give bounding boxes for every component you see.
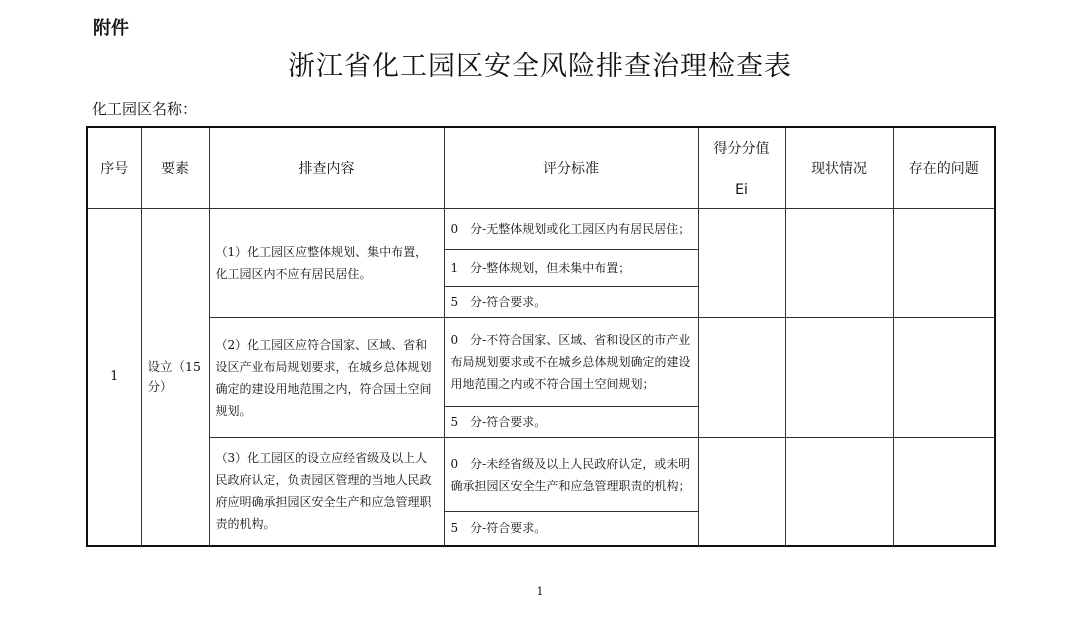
- document-title: 浙江省化工园区安全风险排查治理检查表: [288, 51, 792, 82]
- row-element: 设立（15分）: [141, 209, 209, 546]
- score-cell-3: [698, 438, 785, 546]
- row-index: 1: [87, 209, 141, 546]
- col-header-status: 现状情况: [785, 127, 893, 209]
- table-row: [87, 209, 995, 250]
- content-item-2: （2）化工园区应符合国家、区域、省和设区产业布局规划要求，在城乡总体规划确定的建设用地范围之内，符合国土空间规划。: [209, 318, 444, 438]
- col-header-issues: 存在的问题: [893, 127, 995, 209]
- score-header-ei: Ei: [735, 182, 748, 198]
- issues-cell-2: [893, 318, 995, 438]
- park-name-label: 化工园区名称：: [92, 100, 198, 118]
- criteria-3-1: 0 分-未经省级及以上人民政府认定，或未明确承担园区安全生产和应急管理职责的机构；: [444, 438, 698, 512]
- issues-cell-3: [893, 438, 995, 546]
- attachment-label: 附件: [93, 18, 129, 39]
- score-cell-2: [698, 318, 785, 438]
- status-cell-1: [785, 209, 893, 318]
- score-header-label: 得分分值: [713, 141, 770, 157]
- col-header-element: 要素: [141, 127, 209, 209]
- status-cell-3: [785, 438, 893, 546]
- col-header-index: 序号: [87, 127, 141, 209]
- col-header-score: [698, 127, 785, 209]
- table-row: [87, 318, 995, 407]
- content-item-1: （1）化工园区应整体规划、集中布置，化工园区内不应有居民居住。: [209, 209, 444, 318]
- table-header-row: [87, 127, 995, 209]
- criteria-2-1: 0 分-不符合国家、区域、省和设区的市产业布局规划要求或不在城乡总体规划确定的建设用地范围之内或不符合国土空间规划；: [444, 318, 698, 407]
- table-row: [87, 438, 995, 512]
- col-header-content: 排查内容: [209, 127, 444, 209]
- col-header-criteria: 评分标准: [444, 127, 698, 209]
- criteria-1-3: 5 分-符合要求。: [444, 287, 698, 318]
- page-number: 1: [536, 585, 544, 598]
- status-cell-2: [785, 318, 893, 438]
- criteria-3-2: 5 分-符合要求。: [444, 512, 698, 546]
- inspection-table: [86, 126, 996, 547]
- criteria-1-1: 0 分-无整体规划或化工园区内有居民居住；: [444, 209, 698, 250]
- score-cell-1: [698, 209, 785, 318]
- issues-cell-1: [893, 209, 995, 318]
- content-item-3: （3）化工园区的设立应经省级及以上人民政府认定，负责园区管理的当地人民政府应明确承担园区安全生产和应急管理职责的机构。: [209, 438, 444, 546]
- criteria-1-2: 1 分-整体规划，但未集中布置；: [444, 250, 698, 287]
- criteria-2-2: 5 分-符合要求。: [444, 407, 698, 438]
